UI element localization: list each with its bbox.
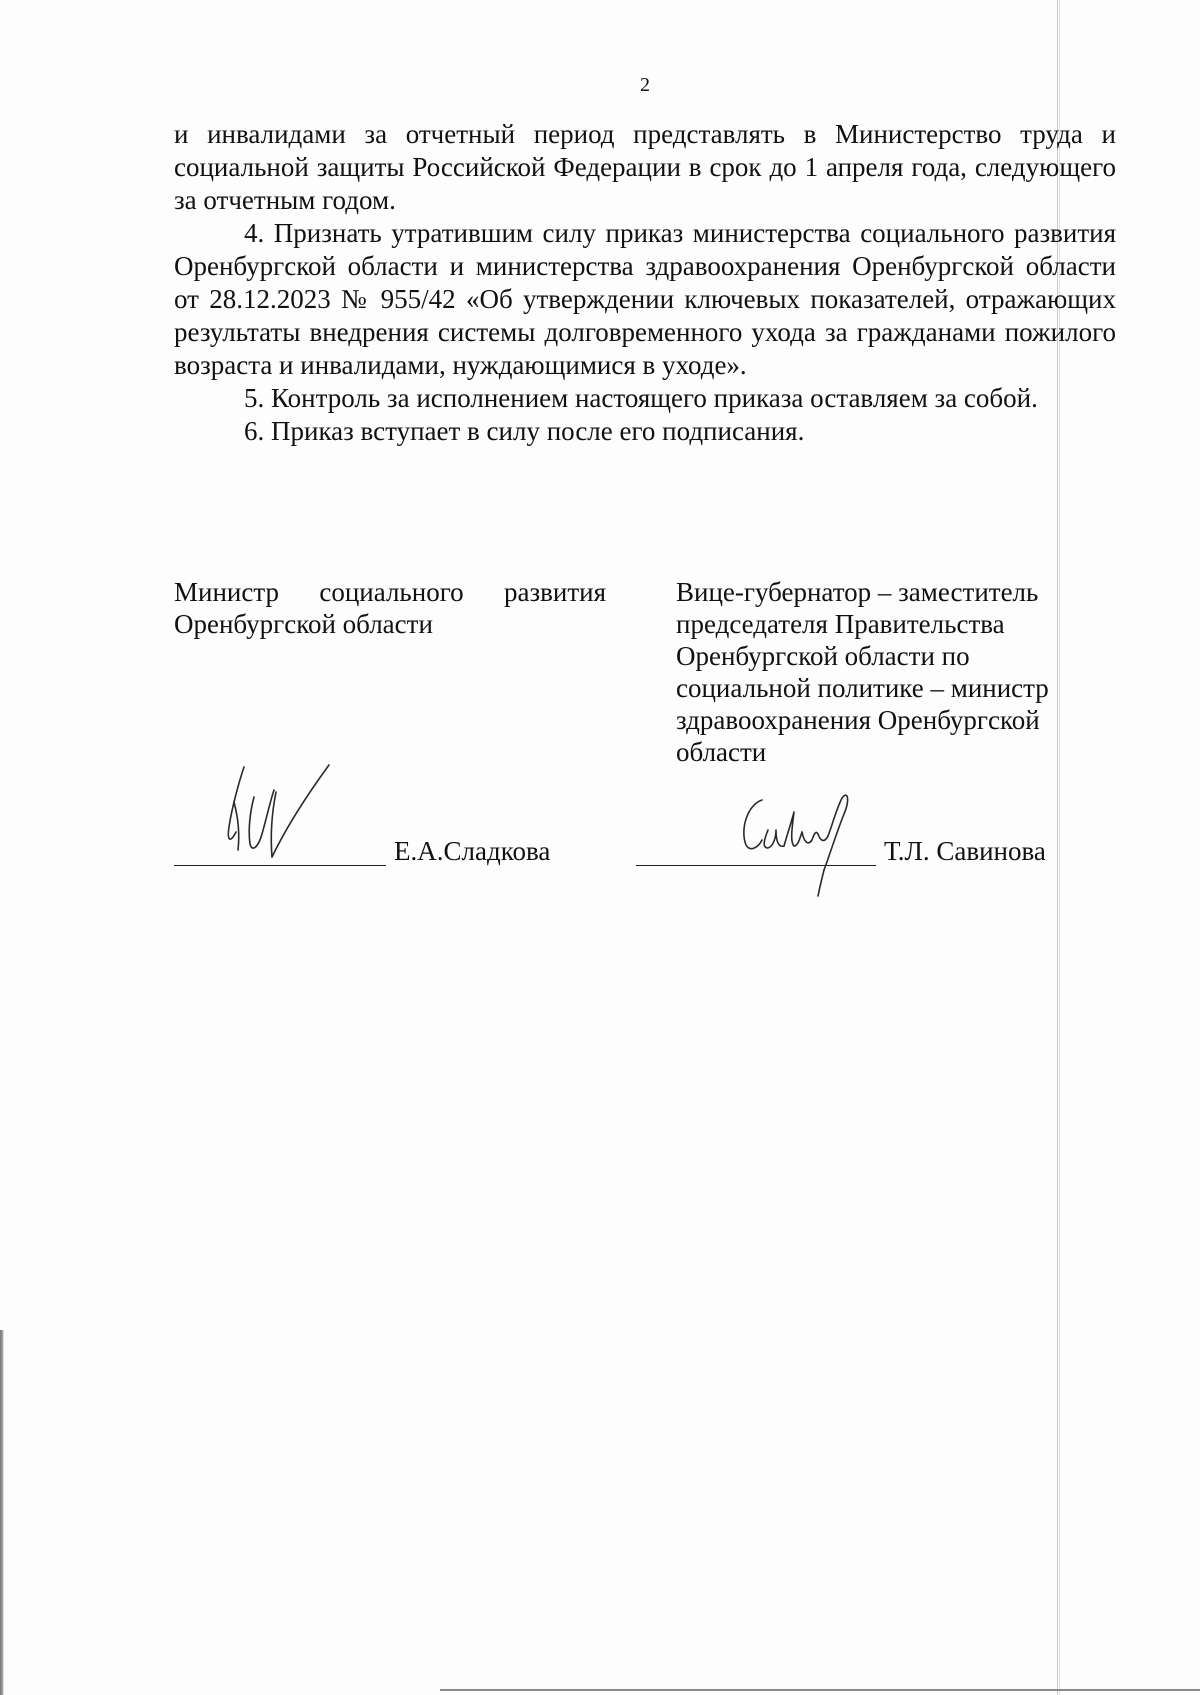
right-signatory-title-line: области (676, 737, 767, 767)
paragraph-item-5: 5. Контроль за исполнением настоящего приказа оставляем за собой. (244, 383, 1038, 413)
right-signatory-title-line: социальной политике – министр (676, 673, 1049, 703)
right-signatory-name: Т.Л. Савинова (884, 836, 1046, 866)
right-signatory-title-line: председателя Правительства (676, 609, 1005, 639)
scan-edge-bottom (440, 1689, 1200, 1691)
left-signatory-title-line2: Оренбургской области (174, 609, 433, 639)
document-body (174, 118, 1116, 448)
right-signatory-title-line: Вице-губернатор – заместитель (676, 577, 1039, 607)
right-signatory-title (676, 576, 1086, 768)
left-signature-line (174, 865, 386, 866)
paragraph-continuation: и инвалидами за отчетный период представлять в Министерство труда и социальной защиты Российской Федерации в срок до 1 апреля года, следующего за отчетным годом. (174, 119, 1116, 215)
scan-edge-left (0, 1330, 4, 1695)
right-handwritten-signature (732, 790, 872, 900)
right-signatory-title-line: Оренбургской области по (676, 641, 970, 671)
left-handwritten-signature (214, 762, 344, 862)
page-number: 2 (640, 74, 650, 96)
paragraph-item-4: 4. Признать утратившим силу приказ министерства социального развития Оренбургской области и министерства здравоохранения Оренбургской области от 28.12.2023 № 955/42 «Об утверждении ключевых показателей, отражающих результаты внедрения системы долговременного ухода за гражданами пожилого возраста и инвалидами, нуждающимися в уходе». (174, 218, 1116, 380)
paragraph-item-6: 6. Приказ вступает в силу после его подписания. (244, 416, 805, 446)
right-signature-line (636, 865, 876, 866)
right-signatory-title-line: здравоохранения Оренбургской (676, 705, 1040, 735)
left-signatory-title-line1: Министр социального развития (174, 577, 606, 607)
left-signatory-name: Е.А.Сладкова (394, 836, 551, 866)
left-signatory-title (174, 576, 606, 640)
